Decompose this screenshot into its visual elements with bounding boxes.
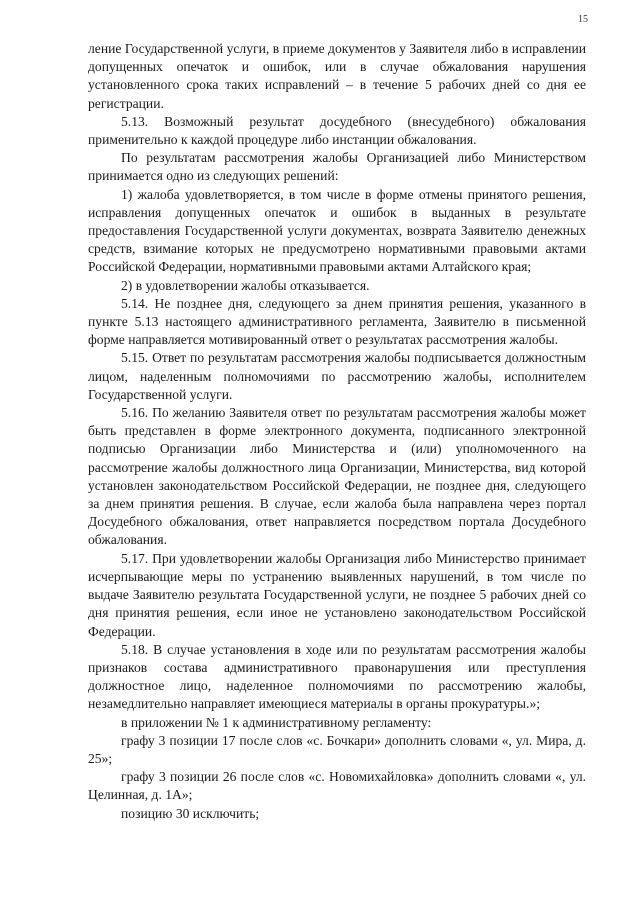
paragraph-5-13: 5.13. Возможный результат досудебного (внесудебного) обжалования применительно к каждой процедуре либо инстанции обжалования.	[88, 113, 586, 148]
paragraph-position-17: графу 3 позиции 17 после слов «с. Бочкари» дополнить словами «, ул. Мира, д. 25»;	[88, 732, 586, 766]
paragraph-5-17: 5.17. При удовлетворении жалобы Организация либо Министерство принимает исчерпывающие меры по устранению выявленных нарушений, в том числе по выдаче Заявителю результата Государственной услуги, не позднее 5 рабочих дней со дня принятия решения, если иное не установлено законодательством Российской Федерации.	[88, 550, 586, 639]
document-body	[88, 40, 586, 823]
page-number: 15	[578, 14, 588, 25]
paragraph-position-30: позицию 30 исключить;	[121, 805, 260, 821]
paragraph-5-16: 5.16. По желанию Заявителя ответ по результатам рассмотрения жалобы может быть представлен в форме электронного документа, подписанного электронной подписью Организации либо Министерства и (или) уполномоченного на рассмотрение жалобы должностного лица Организации, Министерства, вид которой установлен законодательством Российской Федерации, не позднее дня, следующего за днем принятия решения. В случае, если жалоба была направлена через портал Досудебного обжалования, ответ направляется посредством портала Досудебного обжалования.	[88, 405, 586, 548]
paragraph-5-18: 5.18. В случае установления в ходе или по результатам рассмотрения жалобы признаков состава административного правонарушения или преступления должностное лицо, наделенное полномочиями по рассмотрению жалобы, незамедлительно направляет имеющиеся материалы в органы прокуратуры.»;	[88, 641, 586, 712]
paragraph-5-15: 5.15. Ответ по результатам рассмотрения жалобы подписывается должностным лицом, наделенным полномочиями по рассмотрению жалобы, исполнителем Государственной услуги.	[88, 350, 586, 402]
paragraph-appendix-1: в приложении № 1 к административному регламенту:	[121, 714, 432, 730]
paragraph-decision-1: 1) жалоба удовлетворяется, в том числе в форме отмены принятого решения, исправления допущенных опечаток и ошибок в выданных в результате предоставления Государственной услуги документах, возврата Заявителю денежных средств, взимание которых не предусмотрено нормативными правовыми актами Российской Федерации, нормативными правовыми актами Алтайского края;	[88, 186, 586, 275]
paragraph-5-14: 5.14. Не позднее дня, следующего за днем принятия решения, указанного в пункте 5.13 настоящего административного регламента, Заявителю в письменной форме направляется мотивированный ответ о результатах рассмотрения жалобы.	[88, 295, 586, 348]
paragraph-decisions-intro: По результатам рассмотрения жалобы Организацией либо Министерством принимается одно из следующих решений:	[88, 150, 586, 184]
paragraph-continuation: ление Государственной услуги, в приеме документов у Заявителя либо в исправлении допущенных опечаток и ошибок, или в случае обжалования нарушения установленного срока таких исправлений – в течение 5 рабочих дней со дня ее регистрации.	[88, 41, 586, 111]
paragraph-position-26: графу 3 позиции 26 после слов «с. Новомихайловка» дополнить словами «, ул. Целинная, д. 1А»;	[88, 769, 586, 803]
paragraph-decision-2: 2) в удовлетворении жалобы отказывается.	[121, 277, 370, 293]
